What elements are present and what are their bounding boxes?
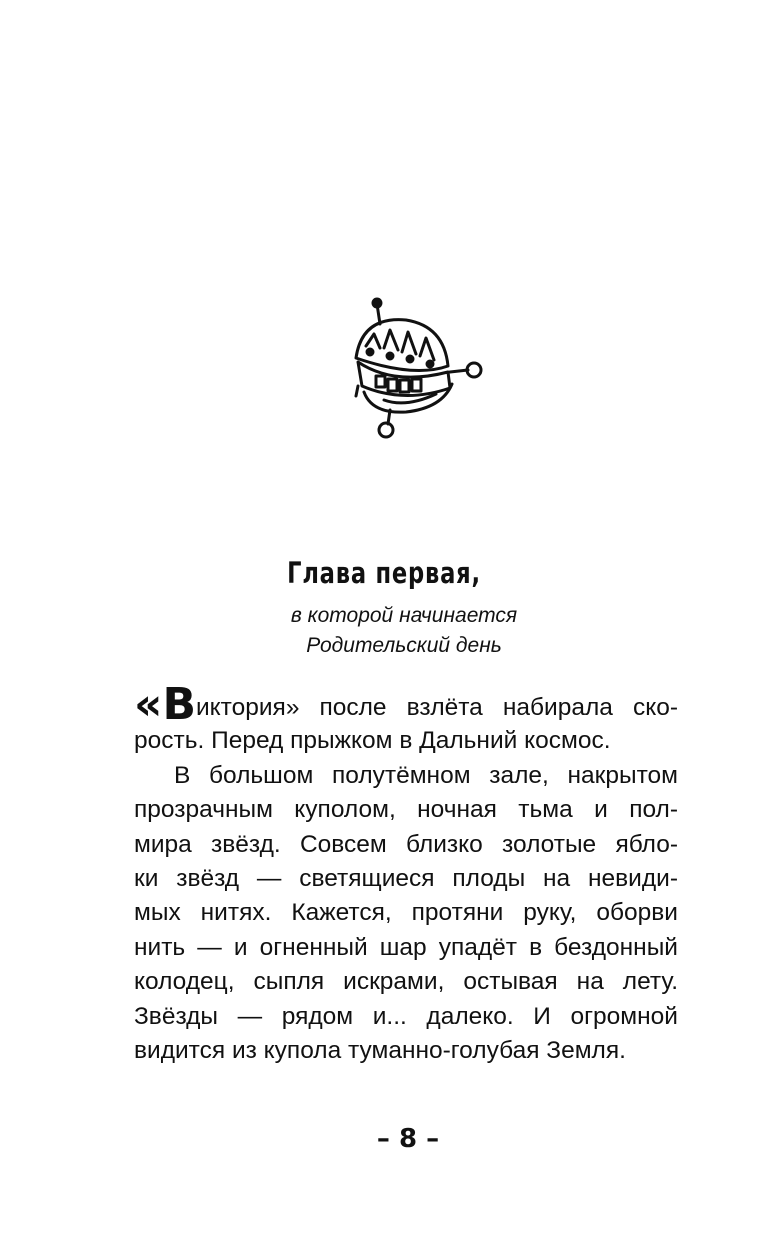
body-line: колодец, сыпля искрами, остывая на лету. [134,968,678,996]
body-line-text: иктория» после взлёта набирала ско- [195,694,678,721]
body-line [134,679,678,730]
body-line: ки звёзд — светящиеся плоды на невиди- [134,864,678,892]
dropcap-letter: В [162,679,196,730]
body-line: видится из купола туманно-голубая Земля. [134,1036,626,1064]
flying-saucer-icon [344,296,494,446]
body-line: В большом полутёмном зале, накрытом [174,761,678,789]
chapter-subtitle-line-2: Родительский день [306,634,502,657]
chapter-body-text [134,679,678,1068]
body-line: мых нитях. Кажется, протяни руку, оборви [134,899,678,927]
page-number: – 8 – [376,1124,440,1154]
chapter-subtitle-line-1: в которой начинается [290,604,518,627]
body-line: рость. Перед прыжком в Дальний космос. [134,727,611,755]
body-line: прозрачным куполом, ночная тьма и пол- [134,796,678,824]
body-line: нить — и огненный шар упадёт в бездонный [134,933,678,961]
body-line: Звёзды — рядом и... далеко. И огромной [134,1002,678,1030]
body-line: мира звёзд. Совсем близко золотые ябло- [134,830,678,858]
dropcap-quote: « [134,679,163,730]
chapter-title: Глава первая, [287,556,481,590]
